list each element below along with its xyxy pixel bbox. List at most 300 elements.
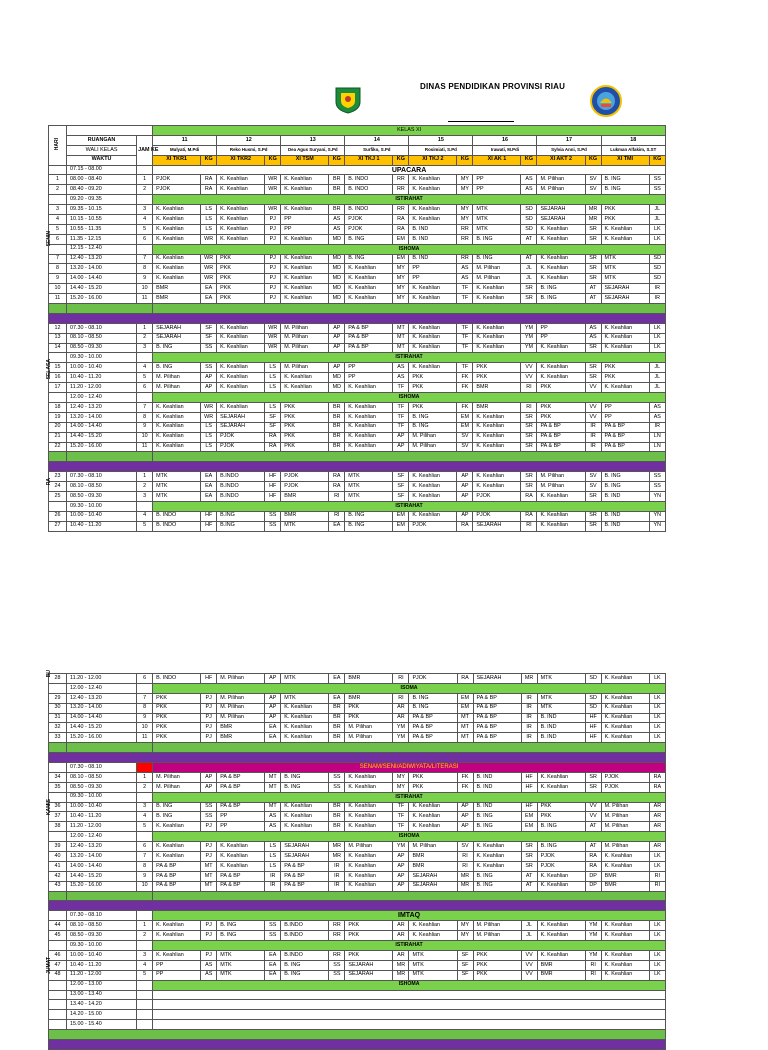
subject-cell: K. Keahlian (217, 215, 265, 225)
lesson-row (49, 693, 666, 703)
teacher-code: HF (585, 733, 601, 743)
teacher-code: YM (585, 931, 601, 941)
subject-cell: B.ING (217, 511, 265, 521)
teacher-code: SS (649, 472, 665, 482)
teacher-code: MD (329, 294, 345, 304)
teacher-code: EA (201, 472, 217, 482)
subject-cell: SEJARAH (281, 842, 329, 852)
time-slot: 12.00 - 12.40 (67, 393, 137, 403)
subject-cell: PKK (473, 373, 521, 383)
lesson-row (49, 254, 666, 264)
teacher-code: MR (393, 960, 409, 970)
subject-cell: PKK (473, 970, 521, 980)
row-number (49, 501, 67, 511)
teacher-code: AP (393, 871, 409, 881)
lesson-row (49, 215, 666, 225)
subject-cell: K. Keahlian (217, 383, 265, 393)
break-label: ISTIRAHAT (153, 195, 666, 205)
subject-cell: K. Keahlian (537, 511, 585, 521)
subject-cell: B. ING (473, 881, 521, 891)
teacher-code: SV (457, 432, 473, 442)
subject-cell: PKK (153, 733, 201, 743)
teacher-code: HF (265, 482, 281, 492)
subject-cell: B. IND (601, 511, 649, 521)
subject-cell: K. Keahlian (345, 442, 393, 452)
teacher-code: RA (649, 782, 665, 792)
subject-cell: B. IND (473, 772, 521, 782)
teacher-code: RR (393, 205, 409, 215)
subject-cell: PJOK (153, 175, 201, 185)
time-slot: 13.20 - 14.00 (67, 264, 137, 274)
subject-cell: K. Keahlian (473, 842, 521, 852)
subject-cell: PA & BP (153, 871, 201, 881)
subject-cell: K. Keahlian (281, 175, 329, 185)
subject-cell: MTK (601, 254, 649, 264)
jam-number: 6 (137, 383, 153, 393)
jam-number: 7 (137, 402, 153, 412)
subject-cell: PKK (281, 412, 329, 422)
teacher-code: SS (201, 363, 217, 373)
teacher-code: SR (521, 294, 537, 304)
subject-cell: B. ING (537, 284, 585, 294)
kg-label: KG (457, 155, 473, 165)
jam-number: 1 (137, 175, 153, 185)
teacher-code: IR (585, 432, 601, 442)
teacher-code: RI (521, 521, 537, 531)
subject-cell: B. ING (217, 931, 265, 941)
subject-cell: K. Keahlian (473, 852, 521, 862)
subject-cell: K. Keahlian (345, 772, 393, 782)
jam-number: 5 (137, 822, 153, 832)
teacher-code: WR (265, 323, 281, 333)
subject-cell: K. Keahlian (409, 822, 457, 832)
time-slot: 09.20 - 09.35 (67, 195, 137, 205)
subject-cell: B. ING (409, 693, 457, 703)
teacher-code: AP (201, 782, 217, 792)
row-number: 37 (49, 812, 67, 822)
teacher-code: AP (393, 861, 409, 871)
row-number: 23 (49, 472, 67, 482)
time-slot: 07.30 - 08.10 (67, 911, 137, 921)
teacher-code: TF (393, 383, 409, 393)
lesson-row (49, 333, 666, 343)
teacher-code: PJ (265, 224, 281, 234)
subject-cell: K. Keahlian (345, 861, 393, 871)
teacher-code: AT (521, 254, 537, 264)
teacher-code: FK (457, 373, 473, 383)
lesson-row (49, 175, 666, 185)
subject-cell: K. Keahlian (409, 931, 457, 941)
time-slot: 10.40 - 11.20 (67, 373, 137, 383)
subject-cell: PJOK (217, 442, 265, 452)
break-row (49, 393, 666, 403)
section-separator (49, 1030, 666, 1040)
teacher-code: AS (457, 274, 473, 284)
subject-cell: K. Keahlian (153, 422, 201, 432)
row-number: 13 (49, 333, 67, 343)
subject-cell: MTK (281, 674, 329, 684)
teacher-code: AT (585, 822, 601, 832)
subject-cell: PP (409, 274, 457, 284)
subject-cell: K. Keahlian (345, 881, 393, 891)
subject-cell: B. IND (409, 234, 457, 244)
time-slot: 10.00 - 10.40 (67, 511, 137, 521)
lesson-row (49, 472, 666, 482)
teacher-code: EA (201, 284, 217, 294)
subject-cell: M. Pilihan (473, 921, 521, 931)
lesson-row (49, 1000, 666, 1010)
jam-number: 11 (137, 294, 153, 304)
subject-cell: B. ING (601, 472, 649, 482)
subject-cell: PP (217, 812, 265, 822)
jam-number: 11 (137, 733, 153, 743)
subject-cell: K. Keahlian (537, 931, 585, 941)
subject-cell: PA & BP (601, 422, 649, 432)
subject-cell: M. Pilihan (537, 175, 585, 185)
teacher-code: SV (585, 472, 601, 482)
wali-name: Irawati, M.Pdi (473, 145, 537, 155)
teacher-code: RA (585, 852, 601, 862)
subject-cell: B. ING (217, 921, 265, 931)
teacher-code: BR (329, 402, 345, 412)
lesson-row (49, 822, 666, 832)
teacher-code: RI (393, 674, 409, 684)
subject-cell: B. ING (537, 294, 585, 304)
teacher-code: MT (201, 861, 217, 871)
teacher-code: RA (265, 432, 281, 442)
subject-cell: K. Keahlian (345, 432, 393, 442)
lesson-row (49, 733, 666, 743)
time-slot: 09.30 - 10.00 (67, 501, 137, 511)
subject-cell: PP (345, 373, 393, 383)
jam-number: 2 (137, 185, 153, 195)
header-underline (448, 121, 514, 122)
subject-cell: B. INDO (153, 521, 201, 531)
teacher-code: BR (329, 812, 345, 822)
class-name: XI TSM (281, 155, 329, 165)
subject-cell: K. Keahlian (153, 254, 201, 264)
teacher-code: RA (393, 215, 409, 225)
subject-cell: M. Pilihan (153, 782, 201, 792)
subject-cell: K. Keahlian (217, 234, 265, 244)
row-number: 35 (49, 782, 67, 792)
teacher-code: PJ (201, 950, 217, 960)
jam-number: 4 (137, 363, 153, 373)
subject-cell: PKK (153, 703, 201, 713)
subject-cell: K. Keahlian (537, 782, 585, 792)
teacher-code: SR (585, 343, 601, 353)
teacher-code: JL (521, 921, 537, 931)
teacher-code: IR (521, 713, 537, 723)
subject-cell: B. IND (537, 723, 585, 733)
teacher-code: MY (457, 205, 473, 215)
subject-cell: B.INDO (217, 472, 265, 482)
subject-cell: PKK (281, 432, 329, 442)
lesson-row (49, 960, 666, 970)
subject-cell: M. Pilihan (473, 274, 521, 284)
subject-cell: PKK (409, 402, 457, 412)
time-slot: 08.10 - 08.50 (67, 921, 137, 931)
subject-cell: K. Keahlian (601, 723, 649, 733)
schedule-page-2 (46, 670, 666, 1050)
teacher-code: RR (393, 185, 409, 195)
subject-cell: K. Keahlian (601, 931, 649, 941)
wali-name: Lukman Alfakim, S.ST (601, 145, 665, 155)
teacher-code: SS (201, 812, 217, 822)
row-number: 11 (49, 294, 67, 304)
jam-ke-label: JAM KE (137, 135, 153, 165)
teacher-code: VV (585, 402, 601, 412)
teacher-code: AP (457, 802, 473, 812)
teacher-code: VV (521, 373, 537, 383)
subject-cell: PKK (217, 254, 265, 264)
subject-cell: PKK (153, 713, 201, 723)
subject-cell: BMR (153, 294, 201, 304)
teacher-code: HF (585, 713, 601, 723)
jam-number: 4 (137, 511, 153, 521)
teacher-code: SR (585, 224, 601, 234)
teacher-code: MR (329, 852, 345, 862)
row-number: 12 (49, 323, 67, 333)
teacher-code: AT (585, 284, 601, 294)
break-row (49, 941, 666, 951)
teacher-code: BR (329, 442, 345, 452)
teacher-code: AS (329, 215, 345, 225)
subject-cell: PP (281, 215, 329, 225)
subject-cell: B. ING (601, 175, 649, 185)
teacher-code: LS (201, 442, 217, 452)
lesson-row (49, 931, 666, 941)
kg-label: KG (585, 155, 601, 165)
subject-cell: K. Keahlian (281, 294, 329, 304)
subject-cell: PJOK (537, 852, 585, 862)
teacher-code: LS (265, 363, 281, 373)
jam-number: 8 (137, 861, 153, 871)
teacher-code: MT (265, 772, 281, 782)
riau-province-logo (333, 84, 363, 114)
teacher-code: AP (393, 852, 409, 862)
subject-cell: PJOK (601, 772, 649, 782)
subject-cell: M. Pilihan (217, 713, 265, 723)
teacher-code: RA (201, 175, 217, 185)
jam-number: 3 (137, 343, 153, 353)
time-slot: 12.15 - 12.40 (67, 244, 137, 254)
subject-cell: PJOK (345, 224, 393, 234)
row-number: 44 (49, 921, 67, 931)
teacher-code: LS (265, 842, 281, 852)
teacher-code: SV (457, 842, 473, 852)
subject-cell: PA & BP (217, 772, 265, 782)
teacher-code: PJ (201, 822, 217, 832)
jam-number: 7 (137, 852, 153, 862)
subject-cell: MTK (345, 491, 393, 501)
time-slot: 12.40 - 13.20 (67, 254, 137, 264)
subject-cell: MTK (537, 703, 585, 713)
subject-cell: SEJARAH (537, 205, 585, 215)
teacher-code: RI (585, 960, 601, 970)
break-label: ISHOMA (153, 980, 666, 990)
subject-cell: BMR (537, 970, 585, 980)
teacher-code: IR (521, 733, 537, 743)
subject-cell: K. Keahlian (281, 713, 329, 723)
teacher-code: AS (265, 812, 281, 822)
teacher-code: MY (457, 215, 473, 225)
teacher-code: MT (201, 881, 217, 891)
class-name: XI AK 1 (473, 155, 521, 165)
teacher-code: RI (521, 402, 537, 412)
teacher-code: EA (265, 960, 281, 970)
teacher-code: MR (585, 215, 601, 225)
row-number: 30 (49, 703, 67, 713)
teacher-code: SV (585, 175, 601, 185)
jam-number: 3 (137, 491, 153, 501)
subject-cell: K. Keahlian (473, 343, 521, 353)
break-row (49, 501, 666, 511)
teacher-code: LK (649, 723, 665, 733)
subject-cell: M. Pilihan (409, 442, 457, 452)
time-slot: 15.00 - 15.40 (67, 1020, 137, 1030)
teacher-code: HF (201, 674, 217, 684)
teacher-code: LK (649, 703, 665, 713)
teacher-code: DP (585, 881, 601, 891)
row-number: 31 (49, 713, 67, 723)
subject-cell: PKK (473, 363, 521, 373)
row-number: 3 (49, 205, 67, 215)
teacher-code: SR (521, 852, 537, 862)
teacher-code: WR (265, 175, 281, 185)
teacher-code: SS (201, 802, 217, 812)
subject-cell: B. ING (281, 960, 329, 970)
day-label-kamis: KAMIS (46, 798, 52, 815)
subject-cell: MTK (409, 970, 457, 980)
subject-cell: K. Keahlian (473, 422, 521, 432)
teacher-code: RR (457, 234, 473, 244)
jam-number: 9 (137, 274, 153, 284)
teacher-code: IR (649, 284, 665, 294)
subject-cell: K. Keahlian (281, 284, 329, 294)
teacher-code: LK (649, 343, 665, 353)
teacher-code: RA (457, 674, 473, 684)
teacher-code: SS (265, 931, 281, 941)
wali-name: Sylvia Anni, S.Pd (537, 145, 601, 155)
teacher-code: JL (521, 274, 537, 284)
teacher-code: IR (585, 422, 601, 432)
teacher-code: RA (457, 521, 473, 531)
teacher-code: EM (457, 703, 473, 713)
row-number: 25 (49, 491, 67, 501)
subject-cell: PKK (601, 205, 649, 215)
subject-cell: K. Keahlian (217, 333, 265, 343)
subject-cell: B. IND (409, 224, 457, 234)
subject-cell: PKK (153, 723, 201, 733)
teacher-code: MT (265, 782, 281, 792)
subject-cell: B.INDO (281, 931, 329, 941)
teacher-code: IR (329, 881, 345, 891)
time-slot: 12.00 - 12.40 (67, 683, 137, 693)
time-slot: 08.00 - 08.40 (67, 175, 137, 185)
day-divider (49, 313, 666, 323)
teacher-code: LK (649, 674, 665, 684)
room-number: 11 (153, 135, 217, 145)
subject-cell: PP (281, 224, 329, 234)
teacher-code: AS (521, 185, 537, 195)
teacher-code: JL (649, 383, 665, 393)
subject-cell: B. ING (537, 842, 585, 852)
teacher-code: SR (585, 254, 601, 264)
row-number: 2 (49, 185, 67, 195)
section-separator (49, 743, 666, 753)
teacher-code: SF (457, 970, 473, 980)
jam-number: 5 (137, 224, 153, 234)
subject-cell: K. Keahlian (217, 323, 265, 333)
teacher-code: AP (457, 472, 473, 482)
teacher-code: SR (521, 422, 537, 432)
subject-cell: K. Keahlian (473, 472, 521, 482)
teacher-code: IR (329, 861, 345, 871)
row-number: 32 (49, 723, 67, 733)
break-row (49, 353, 666, 363)
teacher-code: PJ (201, 713, 217, 723)
kg-label: KG (393, 155, 409, 165)
subject-cell: K. Keahlian (601, 703, 649, 713)
teacher-code: VV (521, 970, 537, 980)
teacher-code: PJ (201, 693, 217, 703)
teacher-code: SS (649, 175, 665, 185)
subject-cell: K. Keahlian (537, 224, 585, 234)
time-slot: 07.30 - 08.10 (67, 323, 137, 333)
teacher-code: JL (649, 373, 665, 383)
row-number: 8 (49, 264, 67, 274)
teacher-code: BR (329, 205, 345, 215)
teacher-code: AP (201, 373, 217, 383)
teacher-code: AR (649, 802, 665, 812)
jam-number: 4 (137, 215, 153, 225)
teacher-code: YM (521, 333, 537, 343)
subject-cell: K. Keahlian (473, 294, 521, 304)
time-slot: 08.50 - 09.30 (67, 782, 137, 792)
teacher-code: YM (521, 343, 537, 353)
subject-cell: PKK (217, 274, 265, 284)
teacher-code: EM (393, 234, 409, 244)
teacher-code: AR (649, 822, 665, 832)
lesson-row (49, 911, 666, 921)
subject-cell: K. Keahlian (217, 842, 265, 852)
teacher-code: RA (201, 185, 217, 195)
teacher-code: WR (201, 402, 217, 412)
subject-cell: PP (537, 323, 585, 333)
class-name: XI TKJ 2 (409, 155, 457, 165)
subject-cell: M. Pilihan (153, 383, 201, 393)
room-number: 16 (473, 135, 537, 145)
subject-cell: MTK (153, 482, 201, 492)
teacher-code: MY (393, 772, 409, 782)
lesson-row (49, 1010, 666, 1020)
subject-cell: MTK (601, 274, 649, 284)
teacher-code: FK (457, 402, 473, 412)
lesson-row (49, 482, 666, 492)
teacher-code: MT (457, 723, 473, 733)
row-number: 10 (49, 284, 67, 294)
subject-cell: K. Keahlian (601, 852, 649, 862)
subject-cell: K. Keahlian (537, 373, 585, 383)
time-slot: 13.20 - 14.00 (67, 703, 137, 713)
time-slot: 14.00 - 14.40 (67, 274, 137, 284)
teacher-code: EA (201, 491, 217, 501)
teacher-code: VV (521, 363, 537, 373)
subject-cell: PA & BP (281, 881, 329, 891)
teacher-code: RI (649, 881, 665, 891)
teacher-code: YN (649, 511, 665, 521)
